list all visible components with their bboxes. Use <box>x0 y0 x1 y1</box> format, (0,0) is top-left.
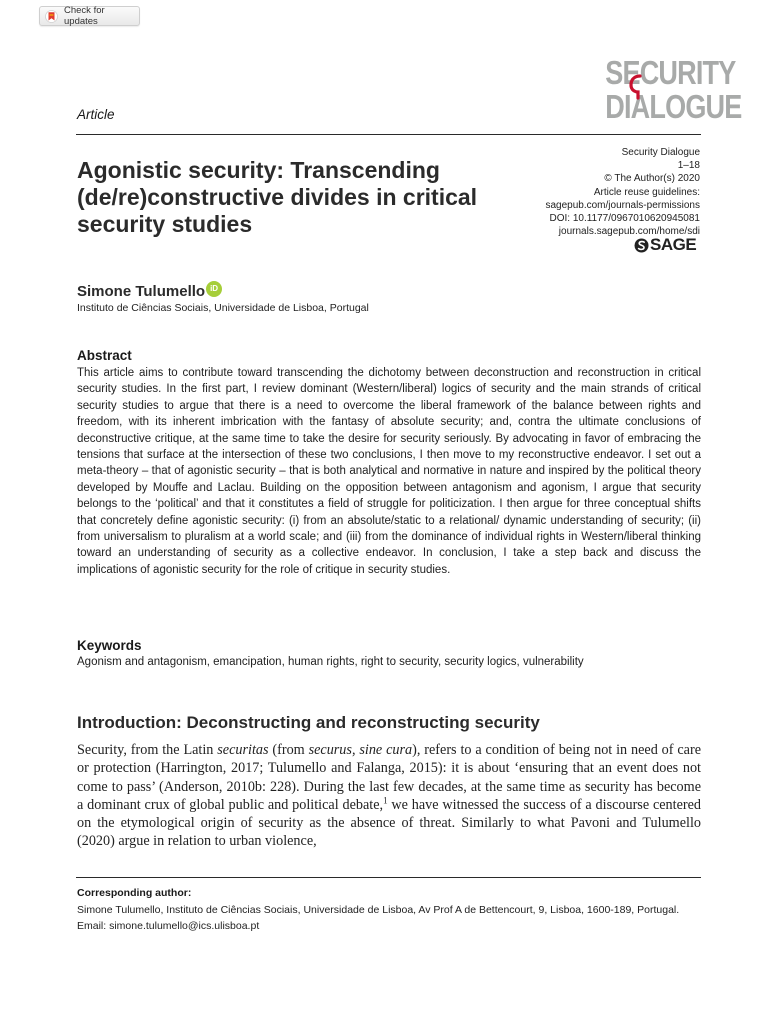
author-affiliation: Instituto de Ciências Sociais, Universidade de Lisboa, Portugal <box>77 302 369 314</box>
footnote-marker[interactable]: 1 <box>383 795 388 806</box>
meta-doi[interactable]: DOI: 10.1177/0967010620945081 <box>549 213 700 225</box>
publication-meta <box>545 146 700 238</box>
corresponding-author-heading: Corresponding author: <box>77 887 192 899</box>
intro-text-5: we have witnessed the success of a discourse centered on the etymological origin of security as the absence of threat. Similarly to what Pavoni and Tulumello (2020) argue in relation to urban violence, <box>77 796 701 850</box>
publisher-logo <box>634 235 696 255</box>
intro-term-securitas: securitas <box>217 742 269 758</box>
journal-logo-line2: DIALOGUE <box>605 88 742 125</box>
intro-text-4: ), refers to a condition of being not in need of care or protection (Harrington, 2017; Tulumello and Falanga, 2015): it is about ‘ensuring that an event does not come to pass’ (Anderson, 2010b: 228). During the last few decades, at the same time as security has become a dominant crux of global public and political debate, <box>77 742 701 813</box>
corresponding-author-email[interactable]: Email: simone.tulumello@ics.ulisboa.pt <box>77 919 260 932</box>
author-name-text: Simone Tulumello <box>77 283 206 300</box>
footer-divider <box>76 877 701 878</box>
intro-text-3: , <box>351 742 360 758</box>
abstract-heading: Abstract <box>77 348 132 363</box>
introduction-heading: Introduction: Deconstructing and reconstructing security <box>77 713 540 732</box>
journal-logo <box>584 54 742 125</box>
meta-journal-link[interactable]: journals.sagepub.com/home/sdi <box>558 226 700 238</box>
meta-reuse-label: Article reuse guidelines: <box>593 186 700 198</box>
crossmark-icon <box>45 10 58 23</box>
check-for-updates-label: Check for updates <box>64 5 105 27</box>
abstract-text: This article aims to contribute toward transcending the dichotomy between deconstruction and reconstruction in critical security studies. In the first part, I review dominant (Western/liberal) logics of security and the main strands of critical security studies to argue that there is a need to overcome the liberal framework of the balance between rights and freedom, with its inherent imbrication with the fantasy of absolute security; and, contra the ultimate conclusions of deconstructive critique, at the same time to take the desire for security seriously. By advocating in favor of embracing the tensions that surface at the intersection of these two conclusions, I then move to my reconstructive endeavor. I set out a meta-theory – that of agonistic security – that is both analytical and normative in nature and inspired by the political theory developed by Mouffe and Laclau. Building on the opposition between antagonism and agonism, I argue that security belongs to the ‘political’ and that it constitutes a field of struggle for politicization. I then argue for three conceptual shifts that concretely define agonistic security: (i) from an absolute/static to a relational/ dynamic understanding of security; (ii) from universalism to pluralism at a world scale; and (iii) from the dominance of individual rights in Western/liberal thinking toward an understanding of security as a collective endeavor. In conclusion, I take a step back and discuss the implications of agonistic security for the role of critique in security studies. <box>77 367 701 576</box>
article-title: Agonistic security: Transcending (de/re)constructive divides in critical security studies <box>77 157 478 237</box>
orcid-icon[interactable]: iD <box>206 281 222 297</box>
publisher-logo-text: SAGE <box>650 235 697 254</box>
keywords-text: Agonism and antagonism, emancipation, human rights, right to security, security logics, vulnerability <box>77 656 584 668</box>
journal-logo-line1: SECURITY <box>605 54 736 91</box>
header-divider <box>76 134 701 135</box>
intro-term-sine-cura: sine cura <box>359 742 413 758</box>
meta-pages: 1–18 <box>677 160 700 172</box>
article-type-label: Article <box>77 107 115 122</box>
meta-journal: Security Dialogue <box>621 147 700 158</box>
corresponding-author-details <box>77 903 707 934</box>
intro-text-1: Security, from the Latin <box>77 742 218 758</box>
check-for-updates-button[interactable] <box>39 6 140 26</box>
intro-term-securus: securus <box>308 742 352 758</box>
corresponding-author-address: Simone Tulumello, Instituto de Ciências Sociais, Universidade de Lisboa, Av Prof A de Bettencourt, 9, Lisboa, 1600-189, Portugal. <box>77 904 680 916</box>
introduction-paragraph <box>77 741 701 851</box>
author-name <box>77 283 222 300</box>
intro-text-2: (from <box>268 742 309 758</box>
meta-copyright: © The Author(s) 2020 <box>604 173 700 185</box>
journal-logo-mark-icon <box>628 74 646 100</box>
keywords-heading: Keywords <box>77 638 142 653</box>
meta-reuse-link[interactable]: sagepub.com/journals-permissions <box>545 199 700 211</box>
sage-s-icon <box>634 237 649 254</box>
